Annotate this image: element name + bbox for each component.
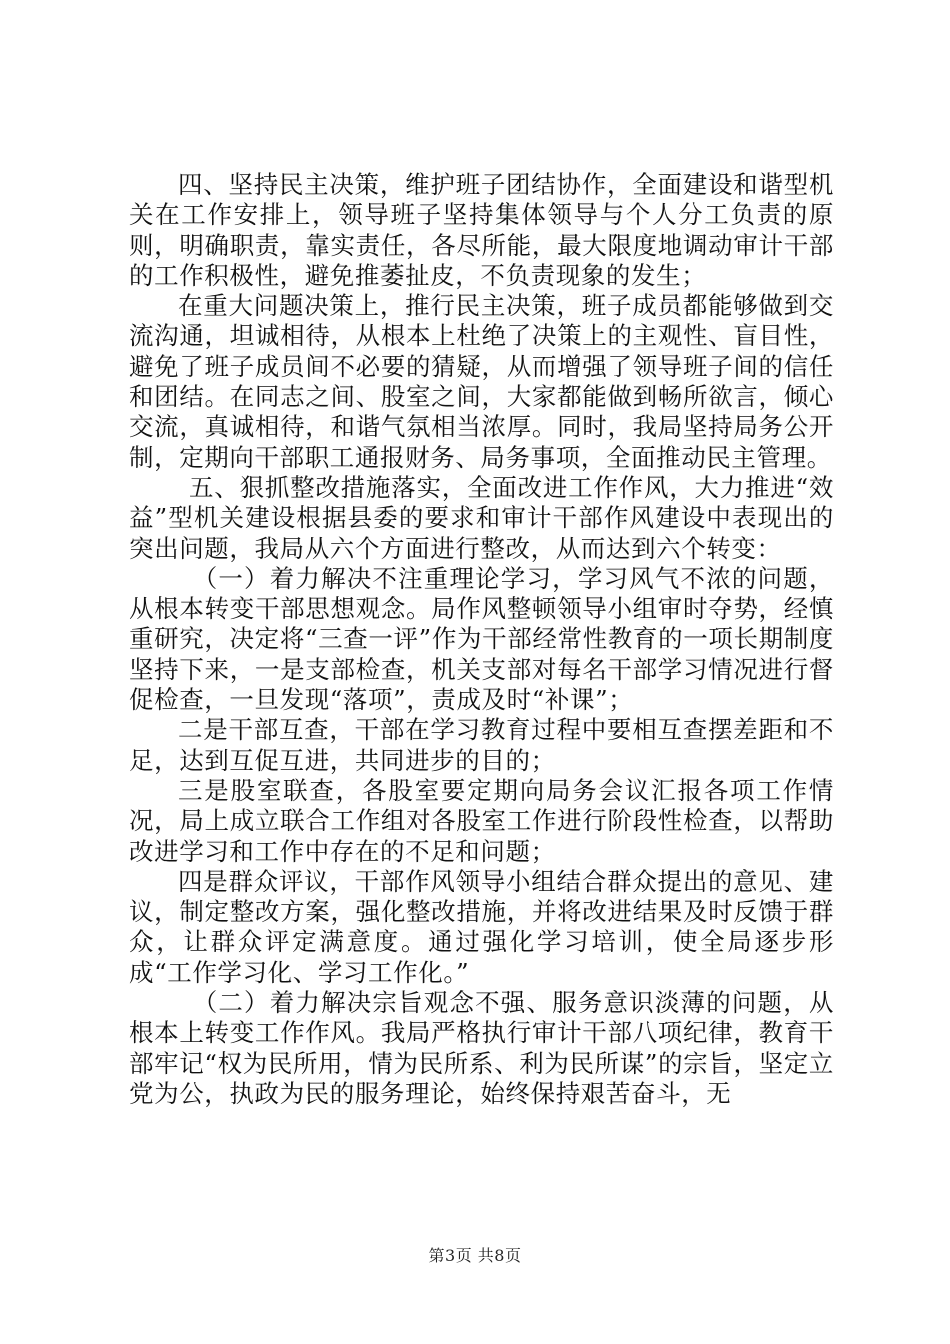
paragraph-office-check: 三是股室联查，各股室要定期向局务会议汇报各项工作情况，局上成立联合工作组对各股室工作进行阶段性检查，以帮助改进学习和工作中存在的不足和问题； <box>129 775 834 866</box>
paragraph-item-2: （二）着力解决宗旨观念不强、服务意识淡薄的问题，从根本上转变工作作风。我局严格执行审计干部八项纪律，教育干部牢记“权为民所用，情为民所系、利为民所谋”的宗旨，坚定立党为公，执政为民的服务理论，始终保持艰苦奋斗，无 <box>129 988 834 1108</box>
paragraph-public-review: 四是群众评议，干部作风领导小组结合群众提出的意见、建议，制定整改方案，强化整改措施，并将改进结果及时反馈于群众，让群众评定满意度。通过强化学习培训，使全局逐步形成“工作学习化、学习工作化。” <box>129 866 834 987</box>
paragraph-section-4: 四、坚持民主决策，维护班子团结协作，全面建设和谐型机关在工作安排上，领导班子坚持集体领导与个人分工负责的原则，明确职责，靠实责任，各尽所能，最大限度地调动审计干部的工作积极性，避免推萎扯皮，不负责现象的发生； <box>129 170 834 290</box>
paragraph-item-1: （一）着力解决不注重理论学习，学习风气不浓的问题，从根本转变干部思想观念。局作风整顿领导小组审时夺势，经慎重研究，决定将“三查一评”作为干部经常性教育的一项长期制度坚持下来，一是支部检查，机关支部对每名干部学习情况进行督促检查，一旦发现“落项”，责成及时“补课”； <box>129 563 834 715</box>
document-body <box>129 170 834 1109</box>
paragraph-mutual-check: 二是干部互查，干部在学习教育过程中要相互查摆差距和不足，达到互促互进，共同进步的目的； <box>129 715 834 775</box>
paragraph-democratic-decision: 在重大问题决策上，推行民主决策，班子成员都能够做到交流沟通，坦诚相待，从根本上杜绝了决策上的主观性、盲目性，避免了班子成员间不必要的猜疑，从而增强了领导班子间的信任和团结。在同志之间、股室之间，大家都能做到畅所欲言，倾心交流，真诚相待，和谐气氛相当浓厚。同时，我局坚持局务公开制，定期向干部职工通报财务、局务事项，全面推动民主管理。 <box>129 291 834 472</box>
paragraph-section-5: 五、狠抓整改措施落实，全面改进工作作风，大力推进“效益”型机关建设根据县委的要求和审计干部作风建设中表现出的突出问题，我局从六个方面进行整改，从而达到六个转变： <box>129 472 834 563</box>
page-number-footer: 第3页 共8页 <box>428 1246 522 1265</box>
